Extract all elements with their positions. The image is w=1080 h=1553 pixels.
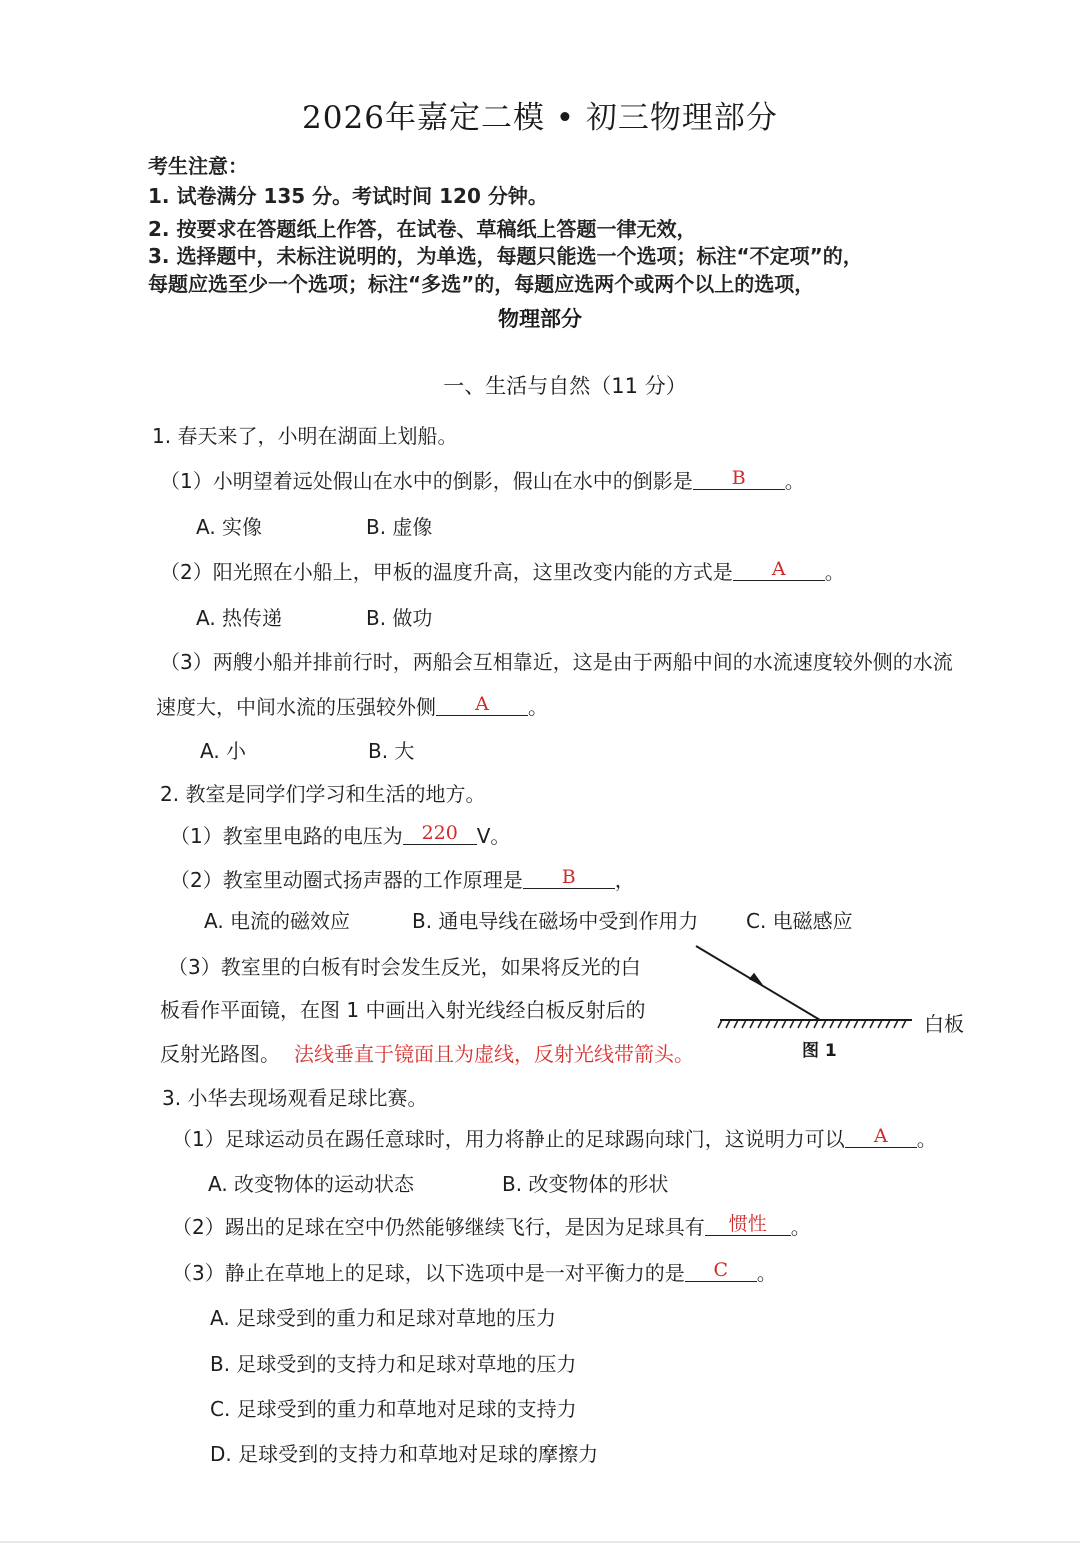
q1-part3-option-b: B. 大: [368, 739, 415, 763]
q3-part3-answer: C: [685, 1259, 757, 1282]
q3-part3-text: （3）静止在草地上的足球，以下选项中是一对平衡力的是: [172, 1261, 685, 1285]
q3-part2-end: 。: [790, 1215, 811, 1239]
q1-part3-end: 。: [528, 695, 548, 719]
scan-edge-divider: [0, 1541, 1080, 1543]
q3-part1-end: 。: [916, 1127, 937, 1151]
q1-part2-text: （2）阳光照在小船上，甲板的温度升高，这里改变内能的方式是: [160, 560, 733, 584]
part-title: 物理部分: [498, 307, 582, 331]
notice-line-2: 2. 按要求在答题纸上作答，在试卷、草稿纸上答题一律无效，: [148, 217, 697, 241]
q1-part3-line1: （3）两艘小船并排前行时，两船会互相靠近，这是由于两船中间的水流速度较外侧的水流: [160, 650, 953, 674]
q1-part3-text: 速度大，中间水流的压强较外侧: [156, 695, 436, 719]
figure-1-diagram: [690, 940, 920, 1030]
q3-part2: [172, 1211, 811, 1240]
q1-part2-end: 。: [824, 560, 845, 584]
q1-part3-option-a: A. 小: [200, 739, 247, 763]
q3-stem: 3. 小华去现场观看足球比赛。: [162, 1086, 428, 1110]
notice-heading: 考生注意：: [148, 154, 248, 178]
q3-part3: [172, 1257, 777, 1286]
q2-part2-option-c: C. 电磁感应: [746, 909, 853, 933]
q3-part1: [172, 1123, 937, 1152]
q1-stem: 1. 春天来了，小明在湖面上划船。: [152, 424, 458, 448]
q1-part1-option-a: A. 实像: [196, 515, 263, 539]
q3-part3-option-c: C. 足球受到的重力和草地对足球的支持力: [210, 1397, 577, 1421]
q3-part1-option-a: A. 改变物体的运动状态: [208, 1172, 415, 1196]
q1-part2: [160, 556, 845, 585]
q3-part1-answer: A: [845, 1125, 917, 1148]
q3-part3-option-d: D. 足球受到的支持力和草地对足球的摩擦力: [210, 1442, 599, 1466]
q2-part3-line1: （3）教室里的白板有时会发生反光，如果将反光的白: [168, 955, 641, 979]
q1-part3-answer: A: [436, 693, 528, 716]
incident-ray-arrow-icon: [750, 974, 762, 985]
q3-part1-text: （1）足球运动员在踢任意球时，用力将静止的足球踢向球门，这说明力可以: [172, 1127, 845, 1151]
q2-part2-text: （2）教室里动圈式扬声器的工作原理是: [170, 868, 523, 892]
figure-1-caption: 图 1: [802, 1041, 837, 1061]
q2-part2-end: ，: [614, 868, 635, 892]
notice-line-1: 1. 试卷满分 135 分。考试时间 120 分钟。: [148, 184, 548, 208]
q2-part2-option-a: A. 电流的磁效应: [204, 909, 351, 933]
q3-part3-option-b: B. 足球受到的支持力和足球对草地的压力: [210, 1352, 577, 1376]
section-title: 一、生活与自然（11 分）: [443, 374, 687, 398]
q2-part1-answer: 220: [403, 822, 477, 845]
q3-part2-answer: 惯性: [705, 1213, 791, 1236]
q2-part1-end: V。: [476, 824, 511, 848]
q2-part2-option-b: B. 通电导线在磁场中受到作用力: [412, 909, 699, 933]
q3-part3-end: 。: [756, 1261, 777, 1285]
q1-part3-line2: [156, 691, 548, 720]
notice-line-3: 3. 选择题中，未标注说明的，为单选，每题只能选一个选项；标注“不定项”的，: [148, 244, 863, 268]
q2-part3-line2: 板看作平面镜，在图 1 中画出入射光线经白板反射后的: [160, 998, 646, 1022]
q1-part1-option-b: B. 虚像: [366, 515, 433, 539]
q2-part3-text: 反射光路图。: [160, 1042, 280, 1066]
q1-part2-option-b: B. 做功: [366, 606, 433, 630]
q1-part2-option-a: A. 热传递: [196, 606, 283, 630]
q1-part2-answer: A: [733, 558, 825, 581]
q2-part1: [170, 820, 510, 849]
q3-part3-option-a: A. 足球受到的重力和足球对草地的压力: [210, 1306, 557, 1330]
q1-part1-answer: B: [693, 467, 785, 490]
q3-part1-option-b: B. 改变物体的形状: [502, 1172, 669, 1196]
q2-part3-line3: [160, 1038, 694, 1067]
q1-part1-text: （1）小明望着远处假山在水中的倒影，假山在水中的倒影是: [160, 469, 693, 493]
page-title: 2026年嘉定二模 • 初三物理部分: [302, 100, 778, 136]
q2-part3-answer-note: 法线垂直于镜面且为虚线，反射光线带箭头。: [294, 1042, 694, 1066]
notice-line-4: 每题应选至少一个选项；标注“多选”的，每题应选两个或两个以上的选项，: [148, 272, 815, 296]
whiteboard-hatching: [718, 1020, 906, 1028]
q1-part1-end: 。: [784, 469, 805, 493]
q2-part2: [170, 864, 635, 893]
q2-stem: 2. 教室是同学们学习和生活的地方。: [160, 782, 486, 806]
q1-part1: [160, 465, 805, 494]
q2-part2-answer: B: [523, 866, 615, 889]
q3-part2-text: （2）踢出的足球在空中仍然能够继续飞行，是因为足球具有: [172, 1215, 705, 1239]
figure-1-board-label: 白板: [924, 1012, 964, 1036]
q2-part1-text: （1）教室里电路的电压为: [170, 824, 403, 848]
